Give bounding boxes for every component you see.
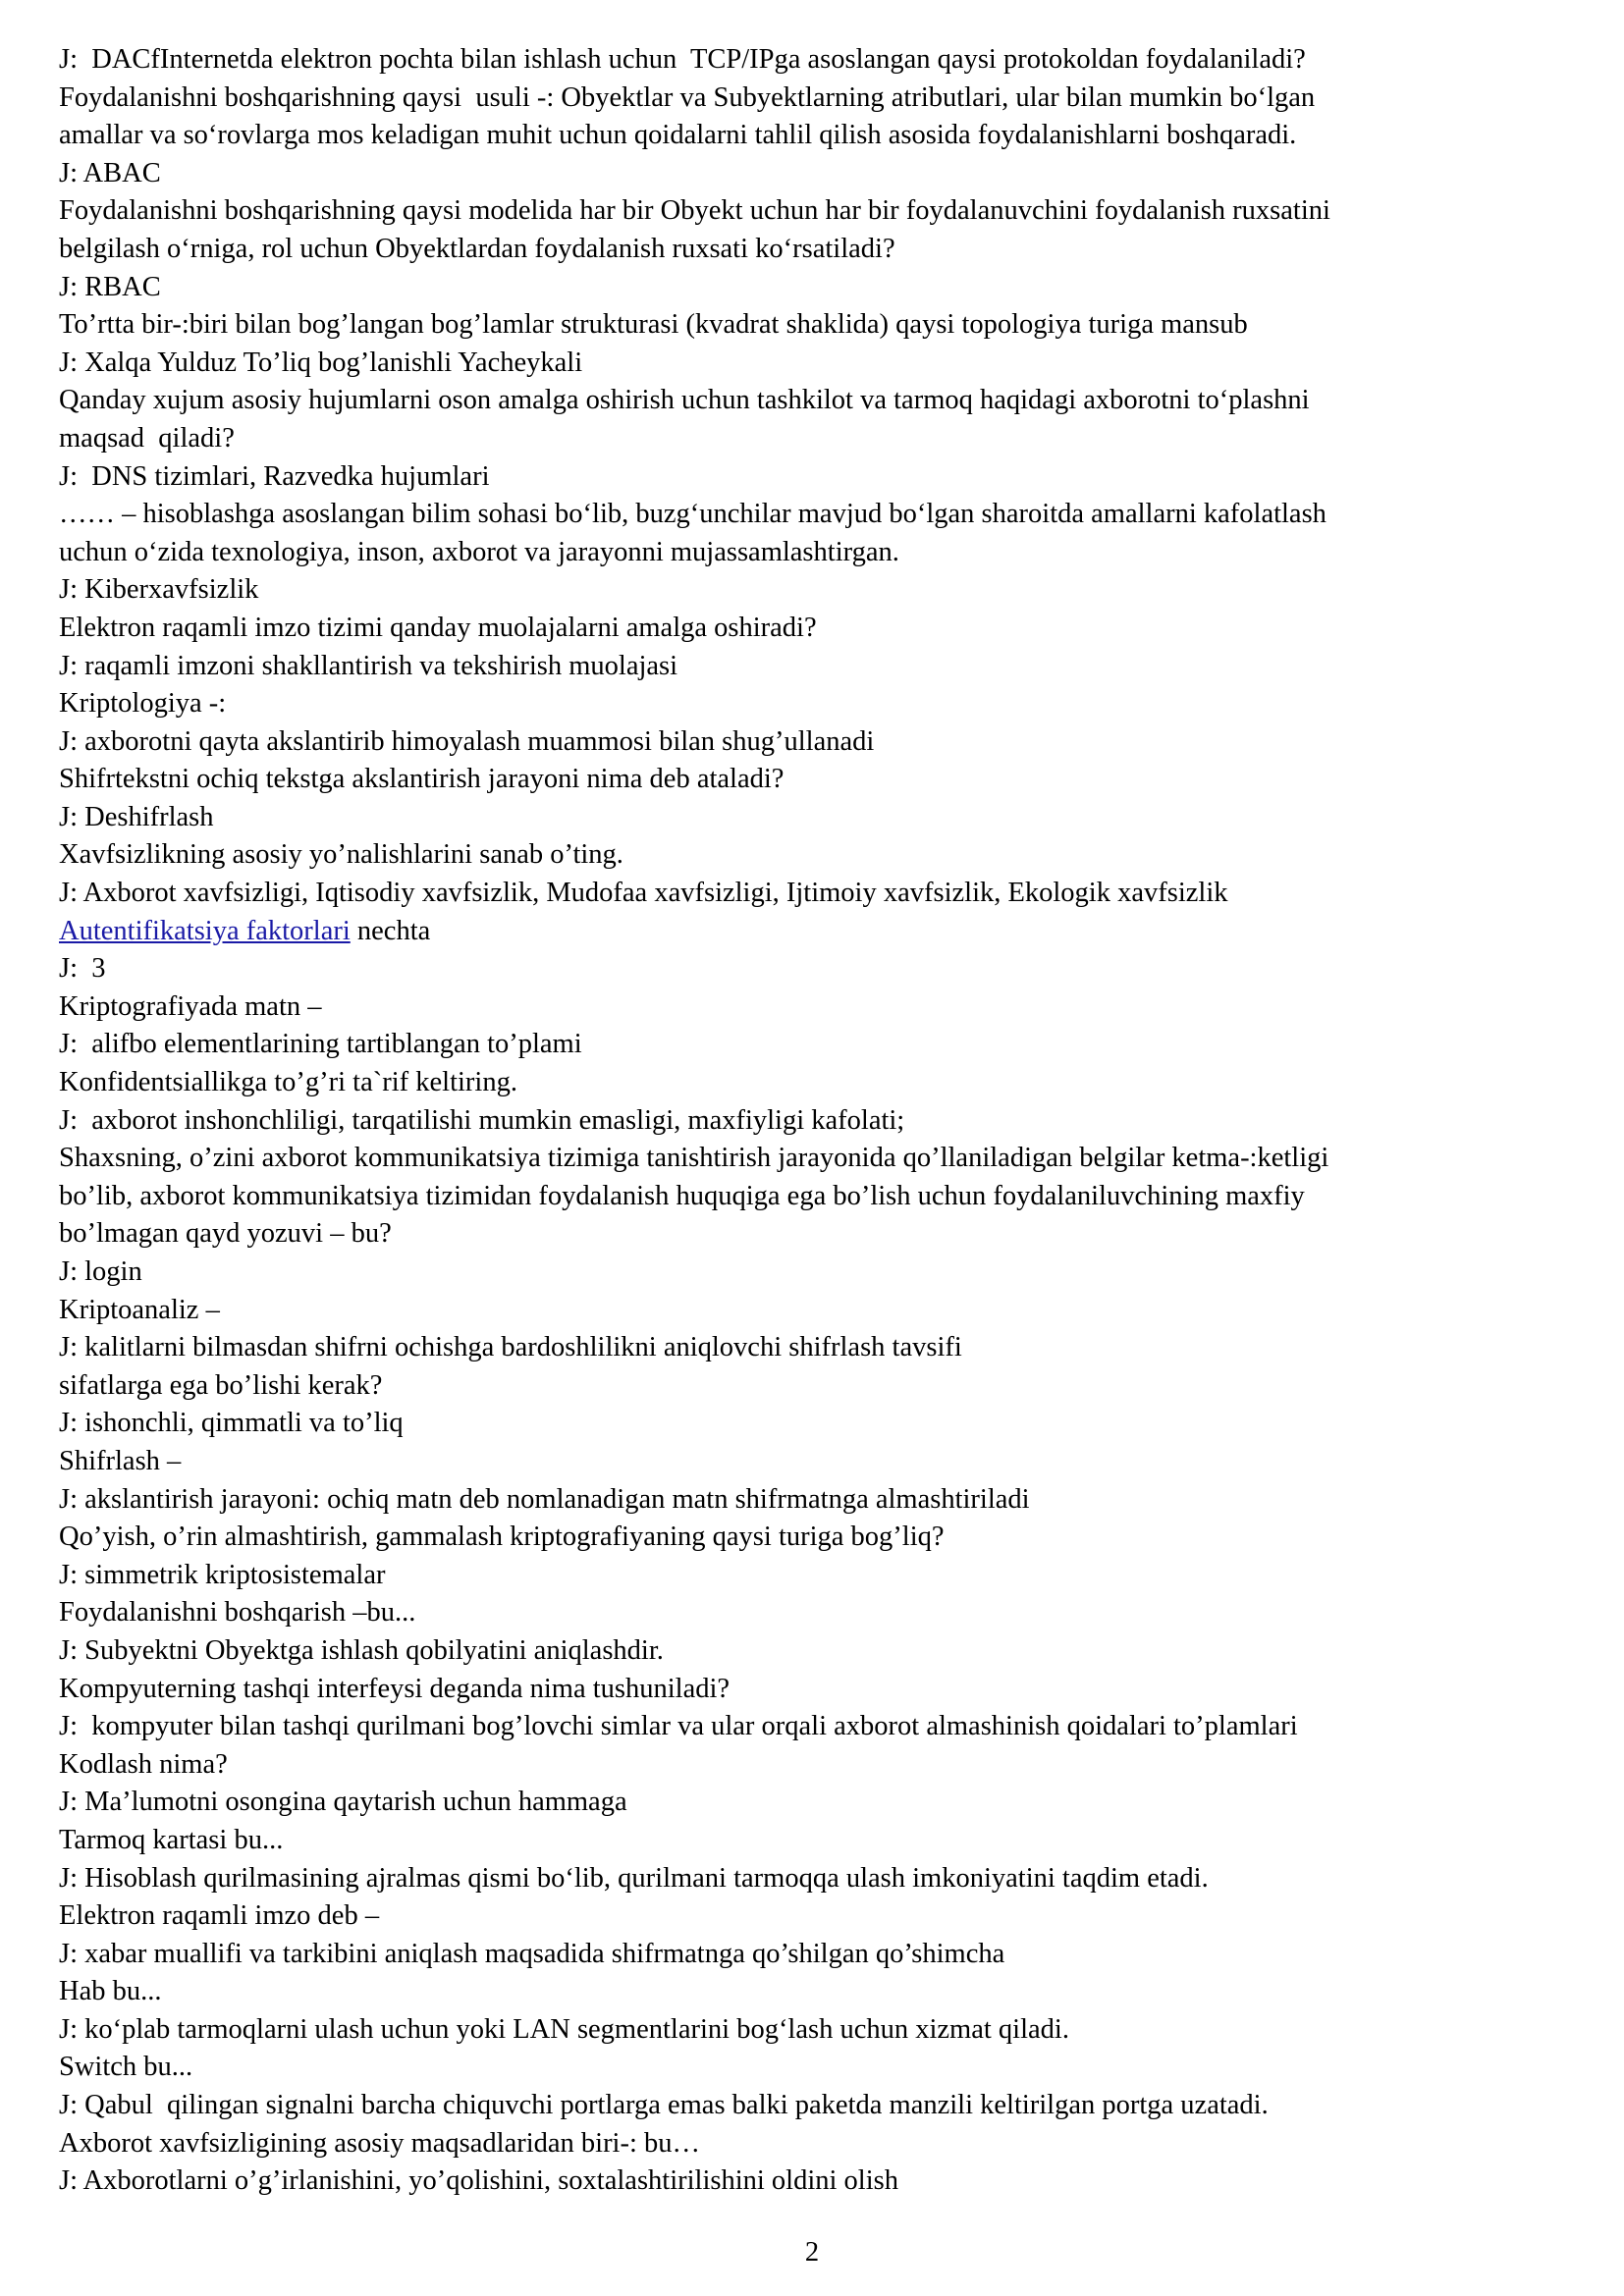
answer-line: J: DNS tizimlari, Razvedka hujumlari <box>59 460 490 492</box>
question-line: bo’lib, axborot kommunikatsiya tizimidan foydalanish huquqiga ega bo’lish uchun foydalaniluvchining maxfiy <box>59 1180 1305 1211</box>
answer-line: J: Subyektni Obyektga ishlash qobilyatini aniqlashdir. <box>59 1634 664 1666</box>
answer-line: J: login <box>59 1256 142 1287</box>
question-line: Foydalanishni boshqarish –bu... <box>59 1597 416 1629</box>
answer-line: J: alifbo elementlarining tartiblangan to’plami <box>59 1029 582 1060</box>
question-line: Kriptoanaliz – <box>59 1294 220 1325</box>
question-line: Switch bu... <box>59 2052 193 2083</box>
link-line-suffix: nechta <box>350 915 431 946</box>
question-line: …… – hisoblashga asoslangan bilim sohasi bo‘lib, buzg‘unchilar mavjud bo‘lgan sharoitda amallarni kafolatlash <box>59 499 1326 530</box>
answer-line: J: RBAC <box>59 271 161 302</box>
question-line: Hab bu... <box>59 1976 162 2007</box>
answer-line: J: DACfInternetda elektron pochta bilan ishlash uchun TCP/IPga asoslangan qaysi protokoldan foydalaniladi? <box>59 44 1306 75</box>
question-line: Shifrtekstni ochiq tekstga akslantirish jarayoni nima deb ataladi? <box>59 764 785 795</box>
answer-line: J: Deshifrlash <box>59 801 214 832</box>
question-line: Shifrlash – <box>59 1445 182 1476</box>
answer-line: J: Xalqa Yulduz To’liq bog’lanishli Yacheykali <box>59 347 583 378</box>
answer-line: J: ABAC <box>59 157 161 188</box>
page-number: 2 <box>804 2237 820 2268</box>
answer-line: J: raqamli imzoni shakllantirish va tekshirish muolajasi <box>59 650 678 681</box>
answer-line: J: kompyuter bilan tashqi qurilmani bog’lovchi simlar va ular orqali axborot almashinish qoidalari to’plamlari <box>59 1711 1298 1742</box>
autentifikatsiya-link[interactable]: Autentifikatsiya faktorlari <box>59 915 351 946</box>
answer-line: J: Kiberxavfsizlik <box>59 574 259 606</box>
question-line: Kriptografiyada matn – <box>59 990 322 1022</box>
answer-line: J: axborotni qayta akslantirib himoyalash muammosi bilan shug’ullanadi <box>59 725 875 757</box>
answer-line: J: Axborotlarni o’g’irlanishini, yo’qolishini, soxtalashtirilishini oldini olish <box>59 2165 898 2197</box>
question-line: Elektron raqamli imzo tizimi qanday muolajalarni amalga oshiradi? <box>59 612 817 643</box>
answer-line: J: Ma’lumotni osongina qaytarish uchun hammaga <box>59 1787 627 1818</box>
question-line: Foydalanishni boshqarishning qaysi modelida har bir Obyekt uchun har bir foydalanuvchini foydalanish ruxsatini <box>59 195 1330 227</box>
question-line: Kriptologiya -: <box>59 688 227 720</box>
text-line-with-link <box>59 913 1571 951</box>
question-line: Tarmoq kartasi bu... <box>59 1824 284 1855</box>
answer-line: J: akslantirish jarayoni: ochiq matn deb nomlanadigan matn shifrmatnga almashtiriladi <box>59 1483 1030 1515</box>
question-line: Qo’yish, o’rin almashtirish, gammalash kriptografiyaning qaysi turiga bog’liq? <box>59 1522 945 1553</box>
question-line: amallar va so‘rovlarga mos keladigan muhit uchun qoidalarni tahlil qilish asosida foydalanishlarni boshqaradi. <box>59 120 1297 151</box>
question-line: Konfidentsiallikga to’g’ri ta`rif keltiring. <box>59 1067 517 1098</box>
question-line: uchun o‘zida texnologiya, inson, axborot va jarayonni mujassamlashtirgan. <box>59 536 899 567</box>
question-line: Foydalanishni boshqarishning qaysi usuli -: Obyektlar va Subyektlarning atributlari, ular bilan mumkin bo‘lgan <box>59 81 1316 113</box>
question-line: belgilash o‘rniga, rol uchun Obyektlardan foydalanish ruxsati ko‘rsatiladi? <box>59 233 895 264</box>
question-line: bo’lmagan qayd yozuvi – bu? <box>59 1218 392 1250</box>
answer-line: J: axborot inshonchliligi, tarqatilishi mumkin emasligi, maxfiyligi kafolati; <box>59 1104 905 1136</box>
answer-line: J: Hisoblash qurilmasining ajralmas qismi bo‘lib, qurilmani tarmoqqa ulash imkoniyatini taqdim etadi. <box>59 1862 1209 1894</box>
answer-line: J: Axborot xavfsizligi, Iqtisodiy xavfsizlik, Mudofaa xavfsizligi, Ijtimoiy xavfsizlik, Ekologik xavfsizlik <box>59 878 1228 909</box>
answer-line: J: ko‘plab tarmoqlarni ulash uchun yoki LAN segmentlarini bog‘lash uchun xizmat qiladi. <box>59 2013 1069 2045</box>
question-line: Kompyuterning tashqi interfeysi deganda nima tushuniladi? <box>59 1673 731 1704</box>
answer-line: J: simmetrik kriptosistemalar <box>59 1559 386 1590</box>
question-line: maqsad qiladi? <box>59 422 235 454</box>
question-line: Elektron raqamli imzo deb – <box>59 1900 380 1932</box>
answer-line: J: Qabul qilingan signalni barcha chiquvchi portlarga emas balki paketda manzili keltirilgan portga uzatadi. <box>59 2090 1269 2121</box>
answer-line: J: ishonchli, qimmatli va to’liq <box>59 1408 404 1439</box>
document-body <box>59 41 1571 2201</box>
answer-line: J: 3 <box>59 953 106 985</box>
question-line: Kodlash nima? <box>59 1748 228 1780</box>
question-line: Xavfsizlikning asosiy yo’nalishlarini sanab o’ting. <box>59 839 623 871</box>
answer-line: J: kalitlarni bilmasdan shifrni ochishga bardoshlilikni aniqlovchi shifrlash tavsifi <box>59 1332 962 1363</box>
question-line: Qanday xujum asosiy hujumlarni oson amalga oshirish uchun tashkilot va tarmoq haqidagi axborotni to‘plashni <box>59 385 1310 416</box>
question-line: sifatlarga ega bo’lishi kerak? <box>59 1369 383 1401</box>
question-line: To’rtta bir-:biri bilan bog’langan bog’lamlar strukturasi (kvadrat shaklida) qaysi topologiya turiga mansub <box>59 309 1248 341</box>
question-line: Axborot xavfsizligining asosiy maqsadlaridan biri-: bu… <box>59 2127 701 2159</box>
answer-line: J: xabar muallifi va tarkibini aniqlash maqsadida shifrmatnga qo’shilgan qo’shimcha <box>59 1938 1005 1969</box>
question-line: Shaxsning, o’zini axborot kommunikatsiya tizimiga tanishtirish jarayonida qo’llaniladigan belgilar ketma-:ketligi <box>59 1143 1329 1174</box>
